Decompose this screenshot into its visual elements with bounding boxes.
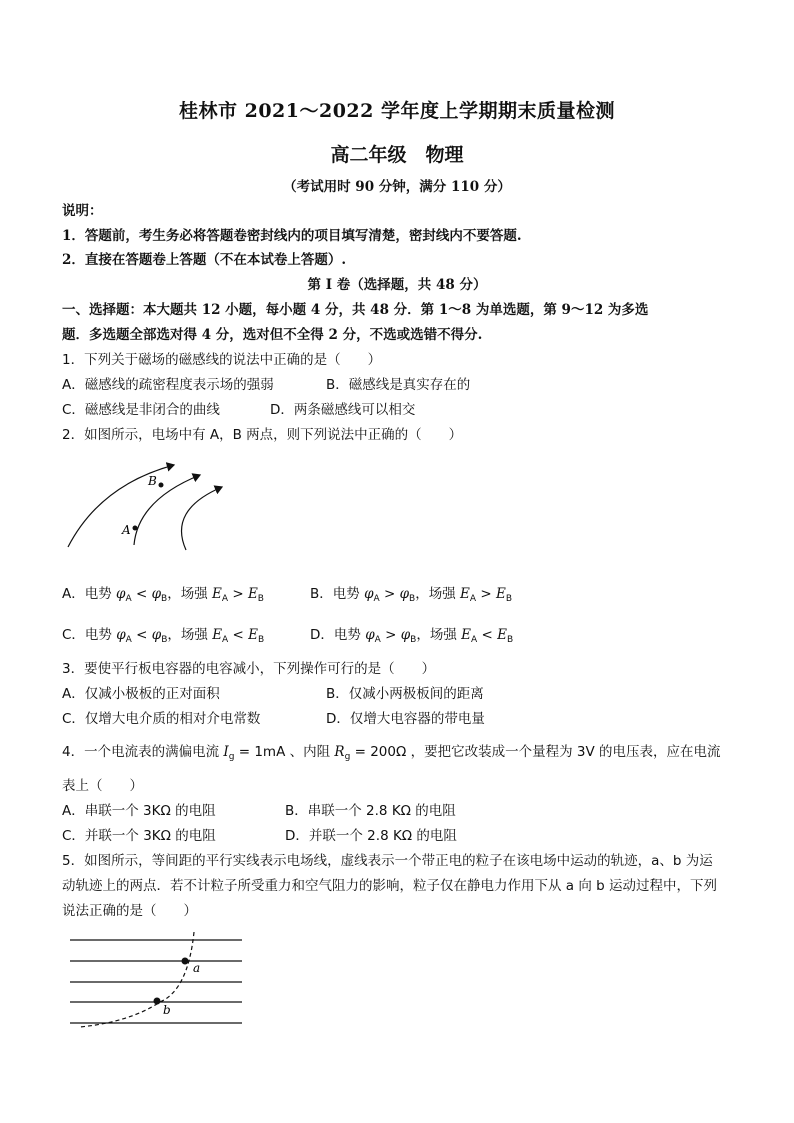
point-b-label: B <box>148 474 157 488</box>
q2-option-d: D．电势 $\varphi_A > \varphi_B$，场强 $E_A < E_B$ <box>310 627 514 645</box>
instructions-label: 说明： <box>62 203 103 219</box>
q2-option-a: A．电势 $\varphi_A < \varphi_B$，场强 $E_A > E_B$ <box>62 586 264 604</box>
point-b-label: b <box>163 1003 171 1017</box>
page-title: 桂林市 2021～2022 学年度上学期期末质量检测 <box>179 100 615 122</box>
q3-option-a: A．仅减小极板的正对面积 <box>62 686 220 702</box>
page-subtitle: 高二年级 物理 <box>330 144 464 166</box>
field-line-2 <box>134 475 200 545</box>
q2-stem: 2．如图所示，电场中有 A，B 两点，则下列说法中正确的（ ） <box>62 427 463 443</box>
q4-option-c: C．并联一个 3KΩ 的电阻 <box>62 828 216 844</box>
q1-option-a: A．磁感线的疏密程度表示场的强弱 <box>62 377 274 393</box>
q1-option-b: B．磁感线是真实存在的 <box>326 377 471 393</box>
q4-stem-line1: 4．一个电流表的满偏电流 $I_g = 1mA$ 、内阻 $R_g = 200\Omega$ ，要把它改装成一个量程为 3V 的电压表，应在电流 <box>62 744 721 762</box>
q4-stem-line2: 表上（ ） <box>62 778 143 794</box>
q5-stem-line1: 5．如图所示，等间距的平行实线表示电场线，虚线表示一个带正电的粒子在该电场中运动的轨迹，a、b 为运 <box>62 853 713 869</box>
point-b-marker <box>159 483 164 488</box>
q1-option-c: C．磁感线是非闭合的曲线 <box>62 402 220 418</box>
q4-option-a: A．串联一个 3KΩ 的电阻 <box>62 803 216 819</box>
trajectory <box>80 932 194 1027</box>
q2-option-b: B．电势 $\varphi_A > \varphi_B$，场强 $E_A > E_B$ <box>310 586 513 604</box>
section-intro-line1: 一、选择题：本大题共 12 小题，每小题 4 分，共 48 分．第 1～8 为单选题，第 9～12 为多选 <box>62 302 649 318</box>
q2-option-c: C．电势 $\varphi_A < \varphi_B$，场强 $E_A < E_B$ <box>62 627 265 645</box>
q4-option-b: B．串联一个 2.8 KΩ 的电阻 <box>285 803 456 819</box>
q5-stem-line3: 说法正确的是（ ） <box>62 903 197 919</box>
section-title: 第 I 卷（选择题，共 48 分） <box>307 277 487 293</box>
q3-option-c: C．仅增大电介质的相对介电常数 <box>62 711 261 727</box>
point-a-marker <box>182 958 189 965</box>
instruction-item-1: 1．答题前，考生务必将答题卷密封线内的项目填写清楚，密封线内不要答题. <box>62 228 522 244</box>
instruction-item-2: 2．直接在答题卷上答题（不在本试卷上答题）. <box>62 252 347 268</box>
field-line-1 <box>68 465 174 547</box>
point-a-label: a <box>193 961 201 975</box>
point-a-label: A <box>122 523 131 537</box>
q3-option-b: B．仅减小两极板间的距离 <box>326 686 484 702</box>
field-line-3 <box>182 487 223 550</box>
q4-option-d: D．并联一个 2.8 KΩ 的电阻 <box>285 828 457 844</box>
q5-stem-line2: 动轨迹上的两点．若不计粒子所受重力和空气阻力的影响，粒子仅在静电力作用下从 a 向 b 运动过程中，下列 <box>62 878 718 894</box>
q3-stem: 3．要使平行板电容器的电容减小，下列操作可行的是（ ） <box>62 661 436 677</box>
exam-info: （考试用时 90 分钟，满分 110 分） <box>283 179 511 195</box>
q5-field-diagram <box>60 930 260 1030</box>
point-a-marker <box>133 526 138 531</box>
section-intro-line2: 题．多选题全部选对得 4 分，选对但不全得 2 分，不选或选错不得分. <box>62 327 483 343</box>
q1-option-d: D．两条磁感线可以相交 <box>270 402 416 418</box>
q1-stem: 1．下列关于磁场的磁感线的说法中正确的是（ ） <box>62 352 382 368</box>
q3-option-d: D．仅增大电容器的带电量 <box>326 711 485 727</box>
q2-field-diagram <box>60 455 280 565</box>
point-b-marker <box>154 998 161 1005</box>
